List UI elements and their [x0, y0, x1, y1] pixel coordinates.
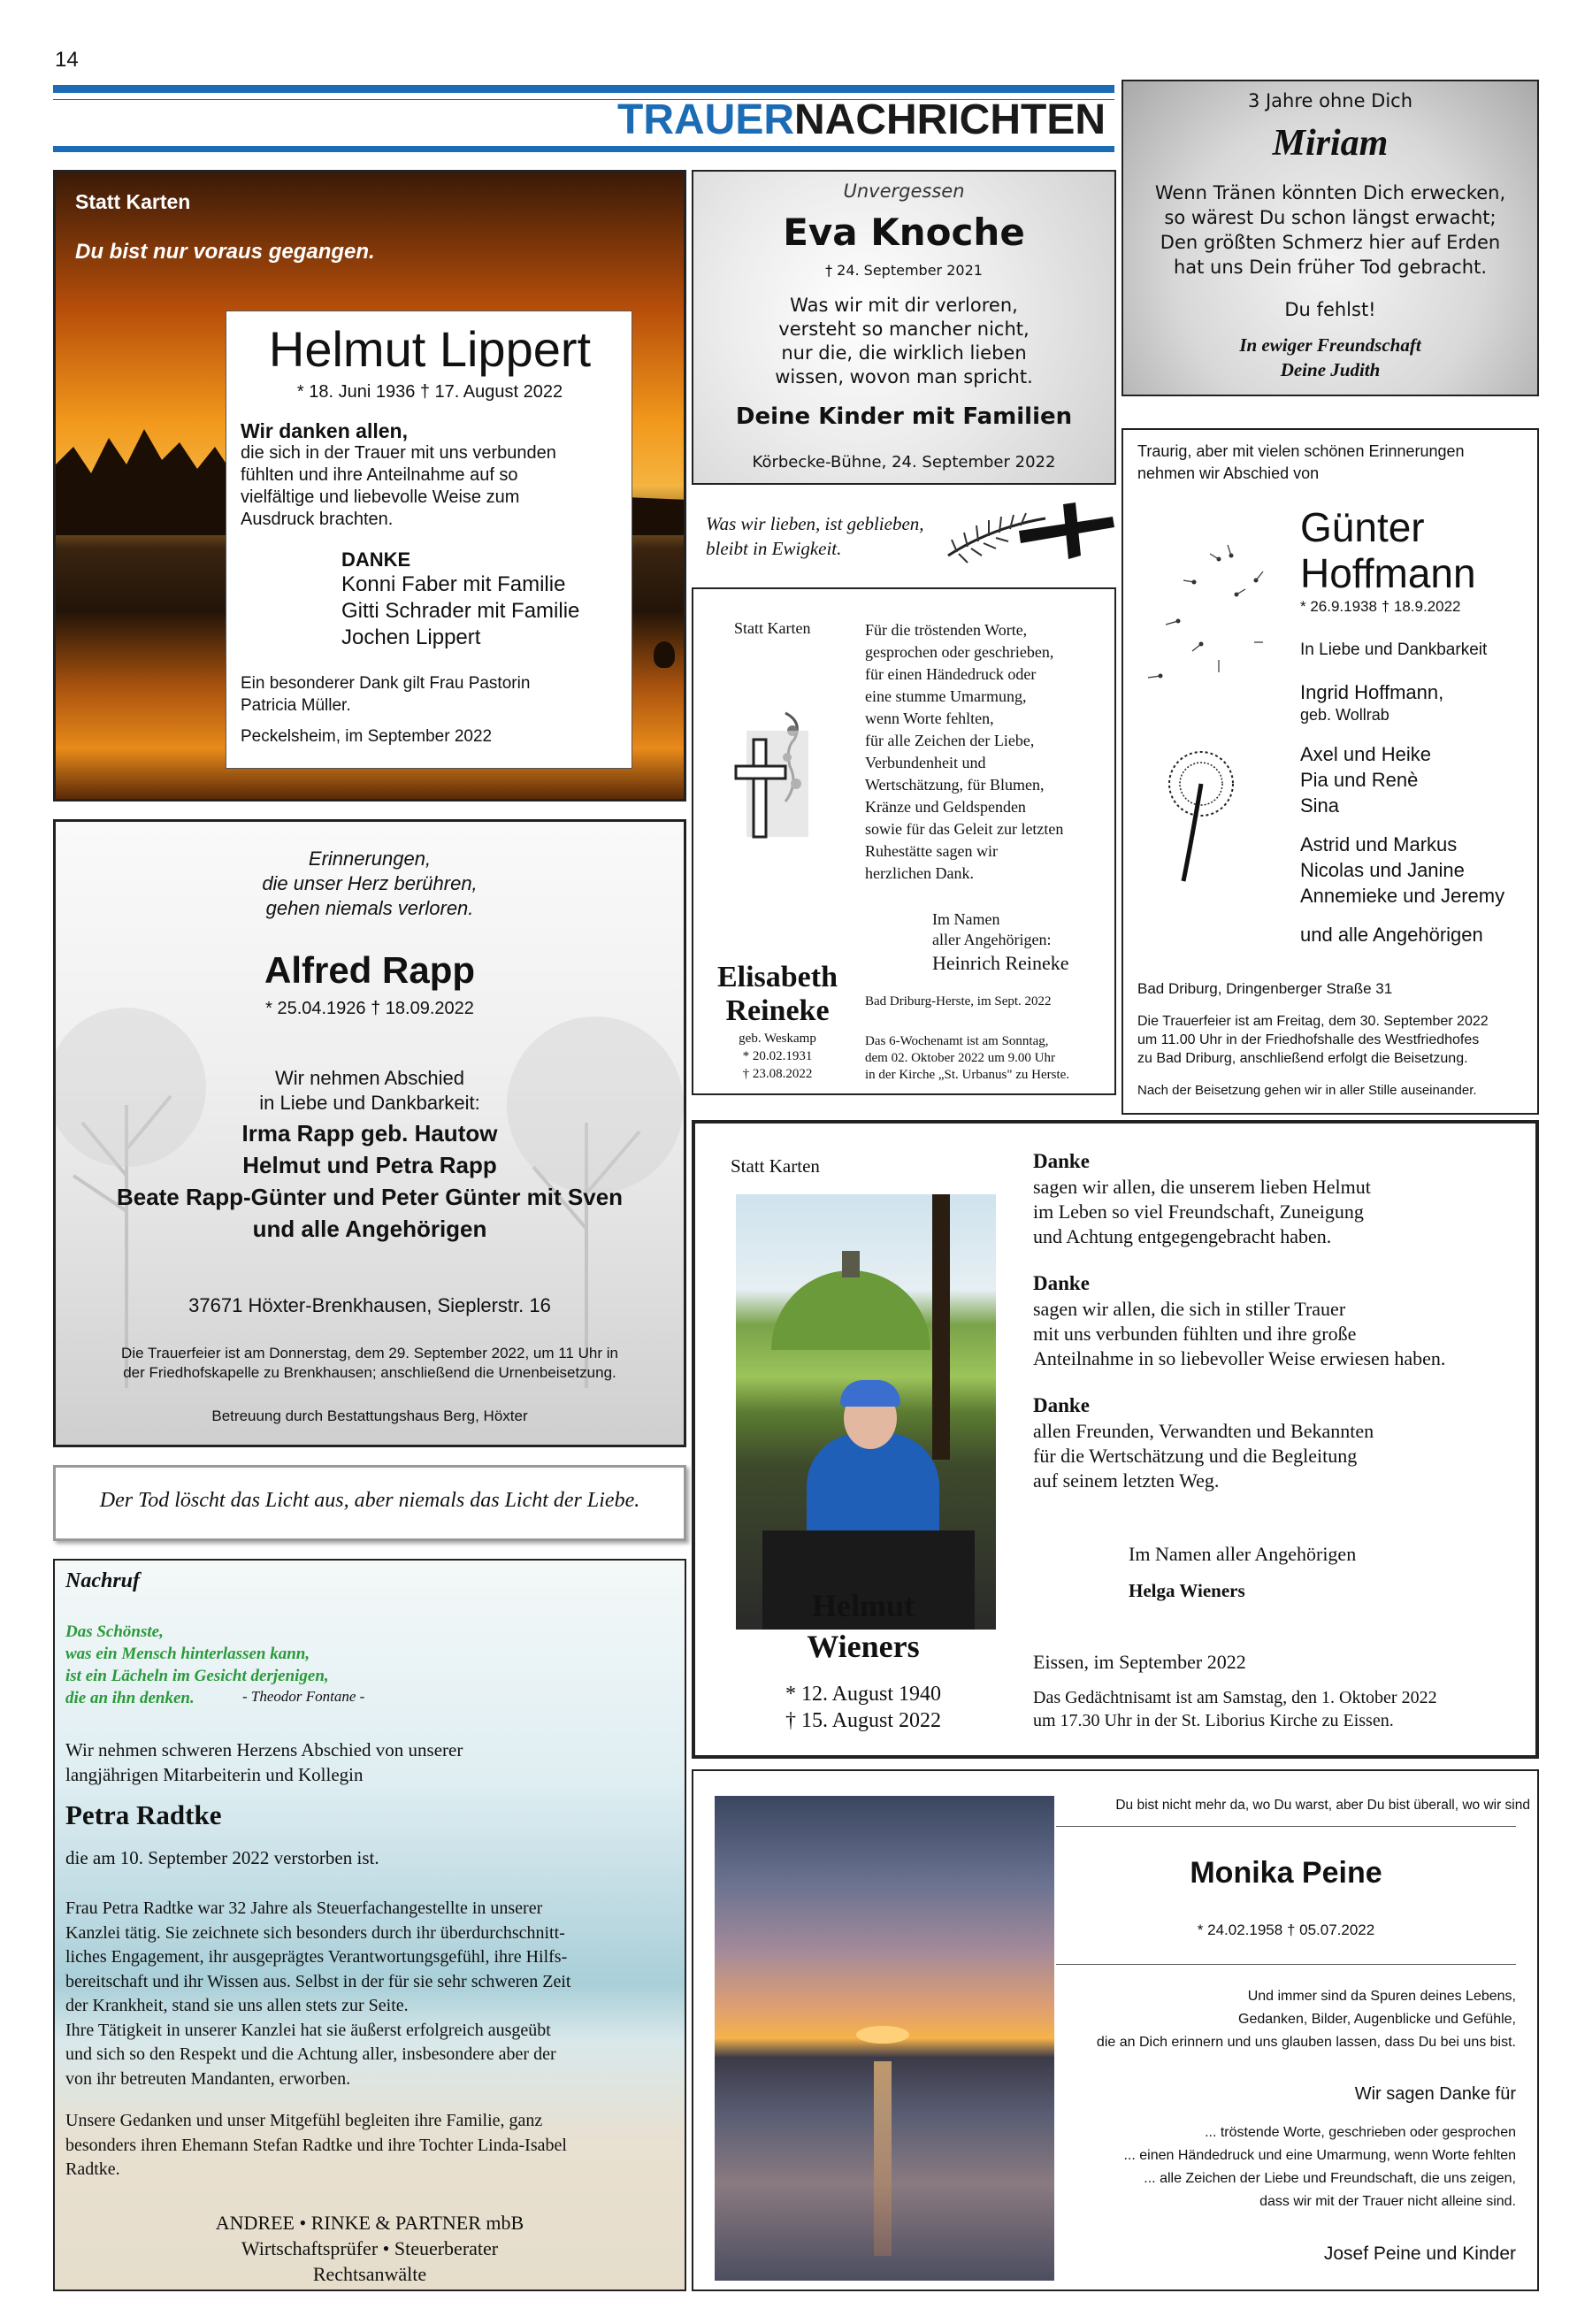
- swan-shape: [654, 641, 675, 668]
- peine-top: Du bist nicht mehr da, wo Du warst, aber Du bist überall, wo wir sind: [1115, 1798, 1530, 1813]
- knoche-date: † 24. September 2021: [825, 262, 983, 279]
- lippert-dates: * 18. Juni 1936 † 17. August 2022: [296, 382, 563, 402]
- lippert-statt: Statt Karten: [75, 190, 191, 213]
- radtke-firm: ANDREE • RINKE & PARTNER mbB Wirtschaftsprüfer • Steuerberater Rechtsanwälte: [215, 2212, 524, 2285]
- miriam-name: Miriam: [1272, 123, 1389, 164]
- lippert-special: Ein besonderer Dank gilt Frau Pastorin Patricia Müller.: [241, 674, 531, 715]
- page-title: TRAUERNACHRICHTEN: [617, 96, 1106, 143]
- header-bar-top: [53, 85, 1114, 93]
- hoffmann-love: In Liebe und Dankbarkeit: [1300, 640, 1488, 659]
- rapp-name: Alfred Rapp: [264, 949, 475, 991]
- hoffmann-name: Günter Hoffmann: [1300, 504, 1476, 596]
- wieners-danke2: Danke: [1033, 1272, 1090, 1294]
- wieners-signer: Helga Wieners: [1129, 1580, 1245, 1601]
- hoffmann-fam1: Axel und Heike Pia und Renè Sina: [1300, 743, 1431, 817]
- miriam-kicker: 3 Jahre ohne Dich: [1247, 90, 1413, 111]
- notice-wieners: [692, 1120, 1539, 1759]
- lippert-families: Konni Faber mit Familie Gitti Schrader mit Familie Jochen Lippert: [341, 572, 580, 649]
- wieners-statt: Statt Karten: [731, 1155, 820, 1177]
- hoffmann-born: geb. Wollrab: [1300, 706, 1389, 724]
- hoffmann-funeral: Die Trauerfeier ist am Freitag, dem 30. September 2022 um 11.00 Uhr in der Friedhofshalle des Westfriedhofes zu Bad Driburg, anschließend erfolgt die Beisetzung.: [1137, 1014, 1489, 1066]
- knoche-poem: Was wir mit dir verloren, versteht so mancher nicht, nur die, die wirklich lieben wissen, wovon man spricht.: [775, 295, 1033, 387]
- reineke-in-name: Im Namen aller Angehörigen:: [932, 910, 1052, 948]
- radtke-name: Petra Radtke: [65, 1799, 222, 1830]
- wieners-dates: * 12. August 1940 † 15. August 2022: [785, 1683, 941, 1732]
- reineke-signer: Heinrich Reineke: [932, 952, 1069, 974]
- rapp-family: Irma Rapp geb. Hautow Helmut und Petra Rapp Beate Rapp-Günter und Peter Günter mit Sven und alle Angehörigen: [116, 1120, 624, 1242]
- notice-miriam: [1122, 80, 1539, 396]
- radtke-head: Nachruf: [65, 1569, 141, 1592]
- wieners-in-name: Im Namen aller Angehörigen: [1129, 1543, 1357, 1565]
- wieners-photo: [736, 1194, 996, 1630]
- lippert-danke: DANKE: [341, 548, 411, 571]
- peine-rule-top: [1056, 1826, 1516, 1827]
- lippert-card: [226, 311, 632, 769]
- knoche-kicker: Unvergessen: [843, 180, 965, 202]
- miriam-sign: In ewiger Freundschaft Deine Judith: [1239, 334, 1421, 380]
- notice-rapp: [53, 819, 686, 1447]
- sun-reflection: [874, 2061, 892, 2256]
- hoffmann-intro: Traurig, aber mit vielen schönen Erinnerungen nehmen wir Abschied von: [1137, 442, 1465, 482]
- wieners-mass: Das Gedächtnisamt ist am Samstag, den 1. Oktober 2022 um 17.30 Uhr in der St. Liborius Kirche zu Eissen.: [1033, 1688, 1437, 1730]
- wieners-place: Eissen, im September 2022: [1033, 1651, 1246, 1673]
- hoffmann-fam2: Astrid und Markus Nicolas und Janine Annemieke und Jeremy: [1300, 833, 1505, 907]
- knoche-place: Körbecke-Bühne, 24. September 2022: [752, 453, 1056, 472]
- peine-name: Monika Peine: [1190, 1856, 1382, 1890]
- radtke-thoughts: Unsere Gedanken und unser Mitgefühl begleiten ihre Familie, ganz besonders ihren Ehemann Stefan Radtke und ihre Tochter Linda-Isabel Radtke.: [65, 2111, 567, 2179]
- peine-sunset-photo: [715, 1796, 1054, 2281]
- tree-trunk: [932, 1194, 950, 1460]
- wieners-text1: sagen wir allen, die unserem lieben Helmut im Leben so viel Freundschaft, Zuneigung und Achtung entgegengebracht haben.: [1033, 1176, 1371, 1247]
- wieners-text3: allen Freunden, Verwandten und Bekannten für die Wertschätzung und die Begleitung auf seinem letzten Weg.: [1033, 1420, 1374, 1492]
- wieners-danke1: Danke: [1033, 1150, 1090, 1172]
- quote-lieben: Was wir lieben, ist geblieben, bleibt in Ewigkeit.: [706, 513, 924, 559]
- reineke-body: Für die tröstenden Worte, gesprochen oder geschrieben, für einen Händedruck oder eine stumme Umarmung, wenn Worte fehlten, für alle Zeichen der Liebe, Verbundenheit und Wertschätzung, für Blumen, Kränze und Geldspenden sowie für das Geleit zur letzten Ruhestätte sagen wir herzlichen Dank.: [865, 621, 1064, 882]
- lippert-thanks-body: die sich in der Trauer mit uns verbunden fühlten und ihre Anteilnahme auf so vielfältige und liebevolle Weise zum Ausdruck brachten.: [241, 443, 556, 529]
- miriam-missed: Du fehlst!: [1284, 299, 1376, 320]
- hoffmann-address: Bad Driburg, Dringenberger Straße 31: [1137, 980, 1393, 997]
- cross-icon: [723, 704, 830, 846]
- reineke-statt: Statt Karten: [734, 619, 811, 637]
- radtke-quote: Das Schönste, was ein Mensch hinterlassen kann, ist ein Lächeln im Gesicht derjenigen, die an ihn denken.: [65, 1622, 329, 1707]
- notice-radtke: [53, 1559, 686, 2291]
- hoffmann-burial: Nach der Beisetzung gehen wir in aller Stille auseinander.: [1137, 1083, 1477, 1098]
- notice-reineke: [692, 587, 1116, 1095]
- peine-list: ... tröstende Worte, geschrieben oder gesprochen ... einen Händedruck und eine Umarmung, wenn Worte fehlten ... alle Zeichen der Liebe und Freundschaft, die uns zeigen, dass wir mit der Trauer nicht alleine sind.: [1123, 2125, 1516, 2209]
- knoche-name: Eva Knoche: [783, 211, 1025, 254]
- wieners-danke3: Danke: [1033, 1394, 1090, 1416]
- hoffmann-dates: * 26.9.1938 † 18.9.2022: [1300, 598, 1461, 615]
- hill-shape: [771, 1270, 930, 1350]
- rapp-dates: * 25.04.1926 † 18.09.2022: [265, 999, 474, 1018]
- reineke-name: Elisabeth Reineke: [716, 961, 838, 1027]
- sun-glow: [856, 2026, 909, 2044]
- hoffmann-all: und alle Angehörigen: [1300, 924, 1483, 946]
- notice-hoffmann: [1122, 428, 1539, 1115]
- rapp-funeral: Die Trauerfeier ist am Donnerstag, dem 29. September 2022, um 11 Uhr in der Friedhofskapelle zu Brenkhausen; anschließend die Urnenbeisetzung.: [121, 1345, 618, 1381]
- rapp-address: 37671 Höxter-Brenkhausen, Sieplerstr. 16: [188, 1294, 551, 1316]
- wieners-name: Helmut Wieners: [807, 1588, 920, 1664]
- miriam-poem: Wenn Tränen könnten Dich erwecken, so wärest Du schon längst erwacht; Den größten Schmerz hier auf Erden hat uns Dein früher Tod gebracht.: [1154, 182, 1506, 278]
- reineke-mass: Das 6-Wochenamt ist am Sonntag, dem 02. Oktober 2022 um 9.00 Uhr in der Kirche „St. Urbanus" zu Herste.: [865, 1034, 1070, 1082]
- dandelion-icon: [1130, 518, 1307, 890]
- rapp-poem: Erinnerungen, die unser Herz berühren, gehen niemals verloren.: [262, 848, 478, 919]
- header-bar-bottom: [53, 146, 1114, 152]
- radtke-died: die am 10. September 2022 verstorben ist.: [65, 1847, 379, 1868]
- peine-text: Und immer sind da Spuren deines Lebens, Gedanken, Bilder, Augenblicke und Gefühle, die an Dich erinnern und uns glauben lassen, dass Du bei uns bist.: [1096, 1989, 1516, 2050]
- notice-peine: [692, 1769, 1539, 2291]
- hoffmann-wife: Ingrid Hoffmann,: [1300, 681, 1444, 703]
- radtke-intro: Wir nehmen schweren Herzens Abschied von unserer langjährigen Mitarbeiterin und Kollegin: [65, 1739, 463, 1785]
- notice-knoche: [692, 170, 1116, 485]
- peine-thanks: Wir sagen Danke für: [1354, 2084, 1516, 2104]
- rapp-farewell: Wir nehmen Abschied in Liebe und Dankbarkeit:: [259, 1067, 480, 1114]
- peine-sign: Josef Peine und Kinder: [1323, 2243, 1516, 2264]
- castle-shape: [842, 1251, 860, 1277]
- quote-tod-box: [53, 1465, 686, 1541]
- wieners-text2: sagen wir allen, die sich in stiller Trauer mit uns verbunden fühlten und ihre große Anteilnahme in so liebevoller Weise erwiesen haben.: [1033, 1298, 1446, 1369]
- radtke-author: - Theodor Fontane -: [242, 1688, 365, 1705]
- radtke-body: Frau Petra Radtke war 32 Jahre als Steuerfachangestellte in unserer Kanzlei tätig. Sie zeichnete sich besonders durch ihr überdurchschnitt- liches Engagement, ihr ausgeprägtes Verantwortungsgefühl, ihre Hilfs- bereitschaft und ihr Wissen aus. Selbst in der für sie sehr schweren Zeit der Krankheit, stand sie uns allen stets zur Seite. Ihre Tätigkeit in unserer Kanzlei hat sie äußerst erfolgreich ausgeübt und sich so den Respekt und die Achtung aller, insbesondere aber der von ihr betreuten Mandanten, erworben.: [65, 1898, 571, 2089]
- reineke-place: Bad Driburg-Herste, im Sept. 2022: [865, 994, 1052, 1009]
- quote-tod: Der Tod löscht das Licht aus, aber niemals das Licht der Liebe.: [99, 1489, 640, 1512]
- lippert-name: Helmut Lippert: [268, 321, 592, 377]
- peine-dates: * 24.02.1958 † 05.07.2022: [1197, 1921, 1375, 1938]
- rapp-care: Betreuung durch Bestattungshaus Berg, Höxter: [211, 1407, 528, 1424]
- notice-lippert: [53, 170, 686, 802]
- peine-rule-mid: [1056, 1964, 1516, 1965]
- page-number: 14: [55, 48, 79, 72]
- helmet-shape: [840, 1380, 900, 1407]
- lippert-motto: Du bist nur voraus gegangen.: [75, 240, 375, 264]
- lippert-place: Peckelsheim, im September 2022: [241, 727, 493, 746]
- reineke-details: geb. Weskamp * 20.02.1931 † 23.08.2022: [739, 1032, 816, 1081]
- knoche-family: Deine Kinder mit Familien: [735, 403, 1073, 430]
- lippert-thanks-head: Wir danken allen,: [241, 419, 408, 442]
- cross-palm-icon: [939, 501, 1116, 571]
